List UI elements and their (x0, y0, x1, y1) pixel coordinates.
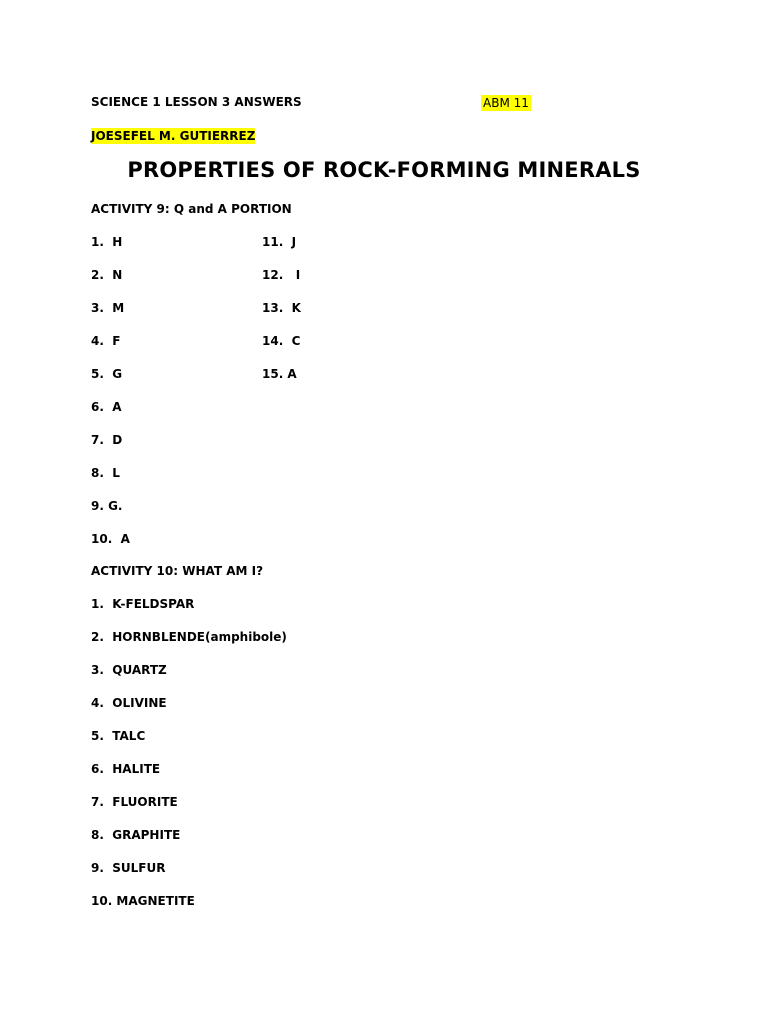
answer-item: 8. L (91, 466, 120, 480)
answer-item: 2. N (91, 268, 123, 282)
answer-item: 8. GRAPHITE (91, 828, 181, 842)
answer-item: 12. I (262, 268, 301, 282)
answer-item: 1. K-FELDSPAR (91, 597, 195, 611)
answer-item: 5. TALC (91, 729, 146, 743)
answer-item: 11. J (262, 235, 297, 249)
answer-item: 9. SULFUR (91, 861, 166, 875)
answer-item: 3. M (91, 301, 125, 315)
course-label: SCIENCE 1 LESSON 3 ANSWERS (91, 95, 302, 109)
answer-item: 7. FLUORITE (91, 795, 178, 809)
student-name: JOESEFEL M. GUTIERREZ (91, 129, 256, 143)
answer-item: 9. G. (91, 499, 123, 513)
answer-item: 5. G (91, 367, 123, 381)
answer-item: 6. A (91, 400, 122, 414)
answer-item: 10. A (91, 532, 130, 546)
answer-item: 7. D (91, 433, 123, 447)
page-title: PROPERTIES OF ROCK-FORMING MINERALS (127, 158, 641, 182)
activity9-heading: ACTIVITY 9: Q and A PORTION (91, 202, 292, 216)
answer-item: 4. OLIVINE (91, 696, 167, 710)
answer-item: 2. HORNBLENDE(amphibole) (91, 630, 287, 644)
answer-item: 6. HALITE (91, 762, 161, 776)
answer-item: 4. F (91, 334, 121, 348)
answer-item: 15. A (262, 367, 297, 381)
answer-item: 1. H (91, 235, 123, 249)
activity10-heading: ACTIVITY 10: WHAT AM I? (91, 564, 264, 578)
answer-item: 10. MAGNETITE (91, 894, 195, 908)
answer-item: 3. QUARTZ (91, 663, 167, 677)
answer-item: 13. K (262, 301, 301, 315)
section-label: ABM 11 (483, 96, 529, 110)
answer-item: 14. C (262, 334, 301, 348)
